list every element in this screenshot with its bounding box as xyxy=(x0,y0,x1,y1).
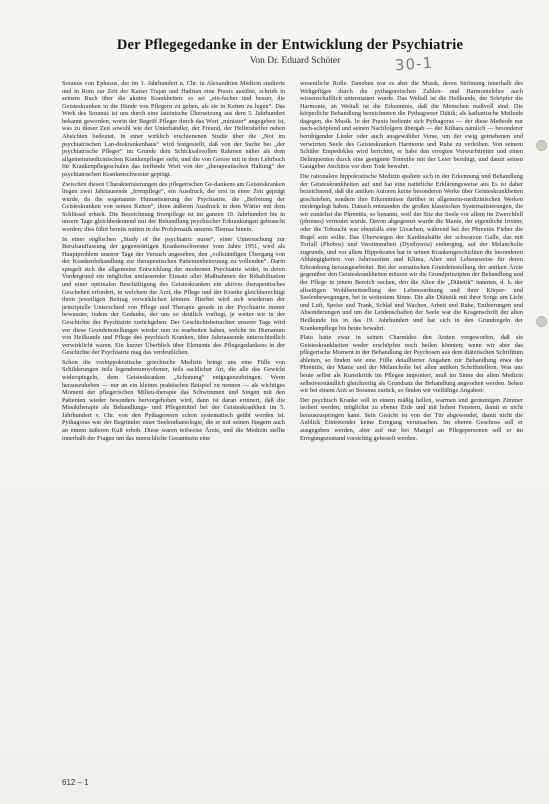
paragraph: Schon die vorhippokratische griechische Medizin bringt uns eine Fülle von Schilderungen teils legendenumwobener, teils sachlicher Art, die alle das Gewicht widerspiegeln, dem Geisteskranken „Schonung“ entgegenzubringen. Wenn herauszuheben — nur an ein kleines praktisches Beispiel zu nennen — als wichtiges Moment der pflegerischen Milieu-therapie das Schwimmen und Singen mit den Patienten wieder besonders hervorgehoben wird, dann ist daran erinnert, daß die Musiktherapie als Behandlungs- und Pflegemittel bei der Geisteskrankheit im 5. Jahrhundert v. Chr. von den Pythagoreern schon systematisch geübt worden ist. Pythagoras war der Begründer einer Seelendiaetologie, die er mit seinen Jüngern auch an einem äußeren Kult erhob. Diese waren teilweise Ärzte, und die Medizin stellte innerhalb der Fragen um das menschliche Gesamtsein eine xyxy=(62,358,285,442)
paragraph: wesentliche Rolle. Daneben war es aber die Musik, deren Strömung innerhalb des Weltgefüges durch die pythagoreischen Zahlen- und Harmonielehre auch wissenschaftlich untermauert wurde. Das Weltall ist die Heilkunde, der Schöpfer die Harmonie, an Weltall ist die Erkenntnis, daß die Menschen maßvoll sind. Die körperliche Behandlung bezeichneten die Pythagoreer Diätik; als kathartische Methode dagegen, die Musik. In der Praxis bediente sich Pythagoras — der diese Methode nur nach-schöpfend und seinen Nachfolgern übergab — der Kithara nämlich — besonderer beruhigender Lieder oder auch ausgewählter Verse, um der ewig getriebenen und verwirrten Seele des Geisteskranken Harmonie und Ruhe zu verleihen. Von seinem Schüler Empedokles wird berichtet, er habe den erregten Vorwurfstreiter und einen Delinquenten durch eine geeignete Tonreihe mit der Leier beruhigt, und damit seinen Gastgeber Anchitos vor dem Tode bewahrt. xyxy=(300,80,523,171)
handwritten-note: 30-1 xyxy=(394,53,434,75)
paragraph: Die rationalere hippokratische Medizin spaltete sich in der Erkennung und Behandlung der Geisteskrankheiten auf und hat eine natürliche Erklärungsweise aus Es ist daher bezeichnend, daß die antiken Autoren keine besonderen Werke über Geisteskrankheiten geschrieben, sondern ihre Erkenntnisse darüber in allgemein-medizinischen Werken niedergelegt haben. Danach entstanden die großen klassischen Systematisierungen, die wir zunächst die Phrenitis, so benannt, weil der Sitz der Seele vor allem im Zwerchfell (phrenes) vermutet wurde. Davon abgegrenzt wurde die Manie, der eigentliche Irrsinn; oder die Tobsucht war ebenfalls eine Ursachen, während bei der Phrenitis Fieber die Regel sein sollte. Das Überwiegen der Kardinalsäfte der schwarzen Galle, das mit Torfall (Phobos) und Verstimmtheit (Dysthymia) einherging, auf der Melancholie zugrunde, und vor allem Hippokrates hat in seinen Krankengeschichten die besonderen Abhängigkeiten von Jahreszeiten und Klima, Alter und Lebensweise für deren Erkrankung herausgearbeitet. Bei der somatischen Grundeinstellung der antiken Ärzte gegenüber den Geisteskrankheiten müssen wir die Grundprinzipien der Behandlung und der Pflege in jenem Bereich suchen, den die Alten die „Diätetik“ nannten, d. h. der allseitigen Wohlbereitstellung der Lebensordnung und ihrer Körper- und Seelenbewegungen, bei in weitestem Sinne. Die alte Diätetik mit ihrer Sorge um Licht und Luft, Speise und Trank, Schlaf und Wachen, Arbeit und Ruhe, Entleerungen und Absonderungen und um die Leidenschaften der Seele war die Kragenschrift der alten Heilkunde bis in das 19. Jahrhundert und hat sich in den Grundregeln der Krankenpflege bis heute bewahrt. xyxy=(300,172,523,332)
left-text-column xyxy=(62,80,285,444)
paragraph: In einer englischen „Study of the psychiatric nurse“, einer Untersuchung zur Berufsauffassung der gegenwärtigen Krankenschwester vom Jahre 1951, wird als Hauptproblem unserer Tage der Versuch angesehen, den „vollständigen Übergang von der Krankenbehandlung zur therapeutischen Patientenbetreuung zu vollenden“. Darin spiegelt sich die allgemeine Entwicklung der modernen Psychiatrie wider, in deren Vordergrund ein möglichst umfassender Einsatz aller Maßnahmen der Rehabilitation und einer optimalen Beschäftigung des Geisteskranken ein aktives therapeutisches Geschehen erfordert, in welchem der Arzt, die Pflege und der Kranke gleichberechtigt ihren jeweiligen Beitrag verwirklichen können. Hierbei wird sich wiederum der prinzipielle Unterschied von Pflege und Therapie gerade in der Psychiatrie immer bewusster, indem der Gedanke, der uns so deutlich vorliegt, je weiter wir in der Geschichte der Psychiatrie zurückgehen. Der Geschichtsbetrachter unserer Tage wird vor diese Grundeinstellungen wieder nun zu erarbeiten haben, welche im Humanum von Heilkunde und Pflege des psychisch Kranken, über Jahrtausende unterschiedlich verwirklicht waren. Ein kurzer Überblick über Elemente des Pflegegedankens in der Geschichte der Psychiatrie mag das verdeutlichen. xyxy=(62,235,285,357)
paragraph: Der psychisch Kranke soll in einem mäßig hellen, warmen und geräumigen Zimmer isoliert werden, möglichst zu ebener Erde und mit hohen Fenstern, damit er nicht herauszuspringen kann. Sein Gesicht ist von der Tür abgewendet, damit nicht die Anblick Eintretender keine Erregung verursachen. Im oberen Geschoss soll er ausgegeben werden, aber auf nur bei Mangel an Pflegepersonen soll er im Erregungszustand vorsichtig gefesselt werden. xyxy=(300,396,523,442)
paragraph: Plato hatte zwar in seinen Charmides den Arzten vorgeworfen, daß sie Geisteskrankheiten weder erschöpfen noch heilen könnten; wenn wir aber das pflegerische Moment in der Behandlung der Psychosen aus dem diätetischen Schrifttum ableiten, so finden wir eine Fülle detaillierter Angaben zur Behandlung etwa der Phrenitis, der Manie und der Melancholie bei allen antiken Schriftstellern. Was uns heute selbst als Kunstkritik im Pflegen imponiert, muß im Sinne der alten Medizin selbstverständlich gleichzeitig als Grundsatz der Behandlung angesehen werden. Sehen wir bei einem Arzt so Soranus zurück, so finden wir vielfältige Angaben: xyxy=(300,334,523,395)
paragraph: Zwischen diesen Charakterisierungen des pflegerischen Ge-dankens am Geisteskranken liegen zwei Jahrtausende „Irrenpflege“, ein Ausdruck, der erst in einer Zeit geprägt wurde, da die sogenannte Humanisierung der Psychiatrie, die „Befreiung der Geisteskranken von seinen Ketten“, ihren äußeren Ausdruck in dem Wärter mit dem Schlüssel erhielt. Die Bezeichnung Irrenpflege ist im ganzen 19. Jahrhundert bis in unsere Tage gleichbedeutend mit der Behandlung psychischer Erkrankungen gebraucht worden; dies führt bereits mitten in die Problematik unseres Themas hinein. xyxy=(62,180,285,233)
article-author: Von Dr. Eduard Schöter xyxy=(249,56,341,66)
page-number: 612 – 1 xyxy=(62,778,89,787)
punch-hole xyxy=(536,140,547,151)
punch-hole xyxy=(536,316,547,327)
right-text-column xyxy=(300,80,523,444)
paragraph: Soranus von Ephesus, der im 1. Jahrhundert n. Chr. in Alexandrien Medizin studierte und in Rom zur Zeit der Kaiser Trajan und Hadrian eine Praxis ausübte, schrieb in seinem Buch über die akuten Krankheiten: es sei „ein-facher und besser, die Geisteskranken in die Hände von Pflegern zu geben, als sie in Ketten zu legen“. Das Werk des Soranus ist uns durch eine lateinische Übersetzung aus dem 5. Jahrhundert bekannt geworden, worin der Begriff Pfleger durch das Wort „minister“ angegeben ist, was zu dieser Zeit sowohl wie der Unterhändler, der Freund, der Helfershelfer neben Absichten bedeutet. In einer wirklich erschienenen Studie über die „Not im psychiatrischen Lan-deskrankenhaus“ wird festgestellt, daß von der Suche bei „der psychiatrische Pfleger“ im Grunde dem Schicksalsvollen Rahmen näher als dem allgemeinmedizinischen Krankenpfleger steht, und die von Gerow mit in dem Lehrbuch für Krankenpflegeschulen das treffende Wort von der „therapeutischen Haltung“ der psychiatrischen Krankenschwester geprägt. xyxy=(62,80,285,178)
article-title: Der Pflegegedanke in der Entwicklung der Psychiatrie xyxy=(116,37,464,53)
